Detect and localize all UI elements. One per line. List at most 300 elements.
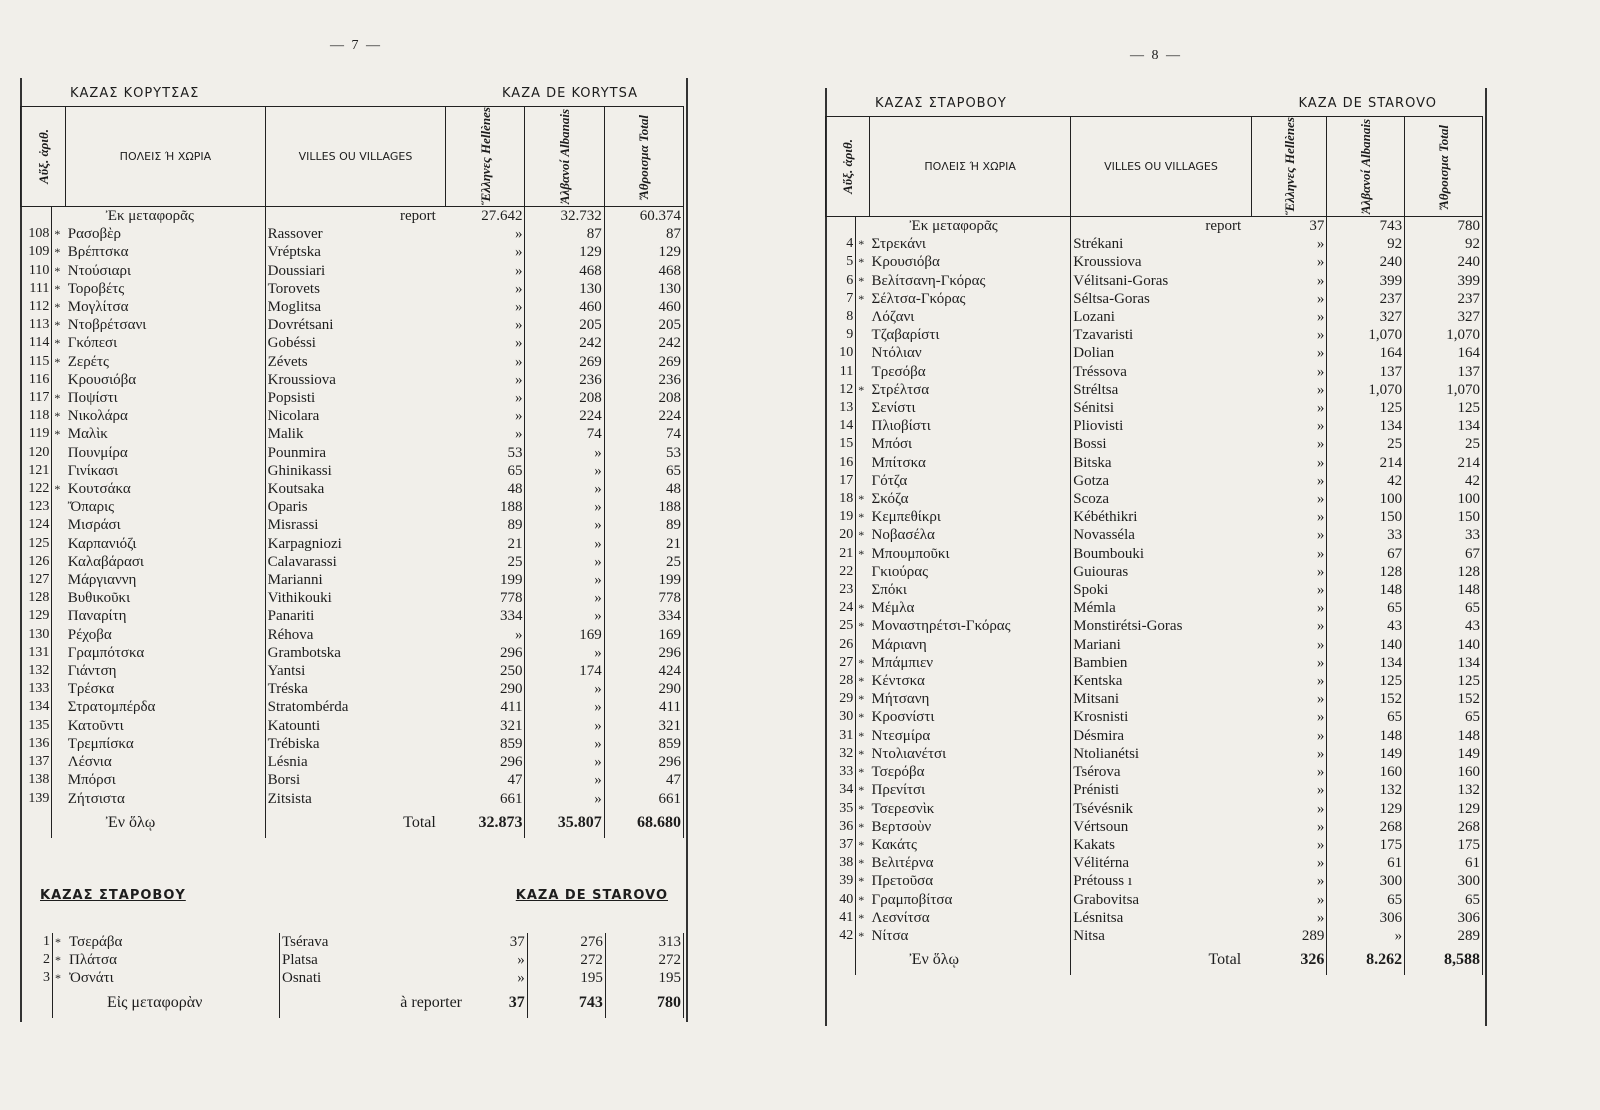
table-row bbox=[826, 800, 1483, 818]
row-marker-empty bbox=[53, 988, 68, 1018]
table-row bbox=[826, 435, 1483, 453]
value-hel: » bbox=[446, 316, 525, 334]
table-row bbox=[826, 454, 1483, 472]
value-tot: 92 bbox=[1405, 235, 1483, 253]
value-alb: » bbox=[525, 753, 604, 771]
french-place-name: Kakats bbox=[1071, 836, 1251, 854]
value-alb: 33 bbox=[1327, 526, 1405, 544]
table-row bbox=[21, 535, 684, 553]
value-tot: 33 bbox=[1405, 526, 1483, 544]
value-hel: » bbox=[1251, 490, 1327, 508]
value-hel: » bbox=[1251, 253, 1327, 271]
table-row bbox=[21, 280, 684, 298]
table-row bbox=[21, 298, 684, 316]
greek-place-name: Ζερέτς bbox=[67, 353, 109, 370]
value-alb: » bbox=[525, 698, 604, 716]
value-alb: » bbox=[525, 790, 604, 808]
greek-place-name: Κακάτς bbox=[871, 836, 917, 853]
greek-place-name: Ντόλιαν bbox=[871, 345, 922, 362]
right-table bbox=[825, 116, 1483, 975]
row-number-empty bbox=[21, 207, 52, 226]
row-marker: * bbox=[858, 837, 865, 852]
value-hel: 25 bbox=[446, 553, 525, 571]
total-row bbox=[21, 808, 684, 838]
value-tot: 296 bbox=[604, 753, 683, 771]
table-row bbox=[826, 526, 1483, 544]
value-alb: » bbox=[525, 680, 604, 698]
french-place-name: Spoki bbox=[1071, 581, 1251, 599]
column-header-number-text: Αὔξ. ἀριθ. bbox=[840, 139, 856, 194]
row-marker bbox=[52, 717, 66, 735]
row-number: 124 bbox=[21, 516, 52, 534]
value-alb: 236 bbox=[525, 371, 604, 389]
value-hel: » bbox=[1251, 235, 1327, 253]
value-hel: » bbox=[1251, 308, 1327, 326]
value-tot: 268 bbox=[1405, 818, 1483, 836]
table-row bbox=[21, 644, 684, 662]
value-alb: 100 bbox=[1327, 490, 1405, 508]
greek-place-name: Τσερόβα bbox=[871, 764, 925, 781]
row-marker: * bbox=[54, 354, 61, 369]
french-place-name: Monstirétsi-Goras bbox=[1071, 617, 1251, 635]
greek-place-name: Λέσνια bbox=[67, 754, 112, 771]
table-row bbox=[21, 790, 684, 808]
row-number: 23 bbox=[826, 581, 856, 599]
value-hel: » bbox=[1251, 472, 1327, 490]
value-alb: » bbox=[525, 498, 604, 516]
value-hel: » bbox=[1251, 617, 1327, 635]
french-place-name: Tzavaristi bbox=[1071, 326, 1251, 344]
table-row bbox=[21, 389, 684, 407]
table-row bbox=[21, 262, 684, 280]
row-number: 34 bbox=[826, 781, 856, 799]
table-row bbox=[21, 717, 684, 735]
row-number: 118 bbox=[21, 407, 52, 425]
row-number: 10 bbox=[826, 344, 856, 362]
value-hel: 296 bbox=[446, 644, 525, 662]
row-number: 42 bbox=[826, 927, 856, 945]
row-marker: * bbox=[858, 692, 865, 707]
french-place-name: Borsi bbox=[265, 771, 446, 789]
carry-row bbox=[826, 217, 1483, 236]
row-marker bbox=[856, 435, 870, 453]
greek-place-name: Βερτσοὺν bbox=[871, 818, 932, 835]
greek-place-name: Εἰς μεταφορὰν bbox=[107, 993, 203, 1011]
row-marker: * bbox=[54, 281, 61, 296]
value-alb: 150 bbox=[1327, 508, 1405, 526]
value-alb: 125 bbox=[1327, 672, 1405, 690]
row-number: 22 bbox=[826, 563, 856, 581]
table-row bbox=[826, 272, 1483, 290]
table-row bbox=[826, 745, 1483, 763]
row-number: 130 bbox=[21, 626, 52, 644]
greek-place-name: Κρουσιόβα bbox=[67, 371, 137, 388]
value-hel: » bbox=[1251, 745, 1327, 763]
right-title-bar bbox=[825, 96, 1487, 111]
value-alb: 214 bbox=[1327, 454, 1405, 472]
column-header-french-places: VILLES OU VILLAGES bbox=[265, 107, 446, 207]
value-alb: 272 bbox=[527, 951, 605, 969]
french-place-name: Total bbox=[1071, 945, 1251, 975]
greek-place-name: Μογλίτσα bbox=[67, 299, 129, 316]
value-tot: 8,588 bbox=[1405, 945, 1483, 975]
row-marker bbox=[52, 735, 66, 753]
row-marker: * bbox=[54, 263, 61, 278]
left-table bbox=[20, 106, 684, 838]
row-number: 127 bbox=[21, 571, 52, 589]
value-alb: 175 bbox=[1327, 836, 1405, 854]
column-header-alb bbox=[525, 107, 604, 207]
row-marker: * bbox=[858, 910, 865, 925]
greek-place-name: Βελίτσανη-Γκόρας bbox=[871, 272, 986, 289]
french-place-name: Ntolianétsi bbox=[1071, 745, 1251, 763]
row-number: 132 bbox=[21, 662, 52, 680]
greek-place-name: Καρπανιόζι bbox=[67, 535, 137, 552]
column-header-french-places: VILLES OU VILLAGES bbox=[1071, 117, 1251, 217]
french-place-name: Lésnia bbox=[265, 753, 446, 771]
row-number: 7 bbox=[826, 290, 856, 308]
value-alb: 208 bbox=[525, 389, 604, 407]
table-row bbox=[21, 243, 684, 261]
value-tot: 134 bbox=[1405, 417, 1483, 435]
french-place-name: Tréssova bbox=[1071, 363, 1251, 381]
value-tot: 129 bbox=[1405, 800, 1483, 818]
value-tot: 778 bbox=[604, 589, 683, 607]
row-marker bbox=[856, 563, 870, 581]
value-tot: 140 bbox=[1405, 636, 1483, 654]
table-row bbox=[21, 753, 684, 771]
french-place-name: Misrassi bbox=[265, 516, 446, 534]
row-number: 111 bbox=[21, 280, 52, 298]
column-header-alb-text: Ἀλβανοί Albanais bbox=[1358, 118, 1374, 215]
value-alb: » bbox=[525, 535, 604, 553]
table-row bbox=[826, 399, 1483, 417]
row-number: 108 bbox=[21, 225, 52, 243]
greek-place-name: Τρέσκα bbox=[67, 681, 115, 698]
table-row bbox=[826, 763, 1483, 781]
french-place-name: Tréska bbox=[265, 680, 446, 698]
column-header-tot bbox=[604, 107, 683, 207]
row-marker bbox=[52, 498, 66, 516]
value-hel: 37 bbox=[472, 988, 527, 1018]
row-marker bbox=[52, 771, 66, 789]
value-hel: » bbox=[1251, 272, 1327, 290]
row-marker-empty bbox=[52, 207, 66, 226]
value-tot: 242 bbox=[604, 334, 683, 352]
row-marker bbox=[52, 571, 66, 589]
row-marker: * bbox=[858, 674, 865, 689]
column-header-hel bbox=[1251, 117, 1327, 217]
greek-place-name: Τοροβέτς bbox=[67, 280, 125, 297]
column-header-hel-text: Ἕλληνες Hellènes bbox=[477, 107, 493, 206]
value-alb: 195 bbox=[527, 969, 605, 987]
french-place-name: Gobéssi bbox=[265, 334, 446, 352]
row-marker bbox=[856, 363, 870, 381]
row-number: 20 bbox=[826, 526, 856, 544]
row-marker-empty bbox=[856, 217, 870, 236]
value-alb: 92 bbox=[1327, 235, 1405, 253]
column-header-number bbox=[21, 107, 66, 207]
table-row bbox=[826, 363, 1483, 381]
value-alb: 125 bbox=[1327, 399, 1405, 417]
table-row bbox=[826, 581, 1483, 599]
value-hel: » bbox=[446, 243, 525, 261]
value-hel: 37 bbox=[472, 933, 527, 951]
row-number: 6 bbox=[826, 272, 856, 290]
value-alb: 65 bbox=[1327, 599, 1405, 617]
value-alb: » bbox=[525, 607, 604, 625]
value-alb: 164 bbox=[1327, 344, 1405, 362]
value-alb: » bbox=[525, 462, 604, 480]
french-place-name: Karpagniozi bbox=[265, 535, 446, 553]
table-row bbox=[21, 771, 684, 789]
table-row bbox=[21, 225, 684, 243]
value-alb: 67 bbox=[1327, 545, 1405, 563]
row-marker: * bbox=[54, 409, 61, 424]
value-alb: » bbox=[525, 644, 604, 662]
value-hel: 48 bbox=[446, 480, 525, 498]
value-tot: 236 bbox=[604, 371, 683, 389]
french-place-name: Kroussiova bbox=[1071, 253, 1251, 271]
greek-place-name: Ὄπαρις bbox=[67, 499, 115, 516]
value-alb: 137 bbox=[1327, 363, 1405, 381]
french-place-name: Nicolara bbox=[265, 407, 446, 425]
row-marker bbox=[52, 607, 66, 625]
row-marker: * bbox=[55, 953, 61, 968]
row-number: 3 bbox=[20, 969, 53, 987]
value-tot: 152 bbox=[1405, 690, 1483, 708]
french-place-name: Doussiari bbox=[265, 262, 446, 280]
french-place-name: Krosnisti bbox=[1071, 708, 1251, 726]
row-number: 133 bbox=[21, 680, 52, 698]
french-place-name: Bitska bbox=[1071, 454, 1251, 472]
value-tot: 100 bbox=[1405, 490, 1483, 508]
table-row bbox=[826, 927, 1483, 945]
table-row bbox=[20, 969, 684, 987]
row-number: 17 bbox=[826, 472, 856, 490]
value-tot: 468 bbox=[604, 262, 683, 280]
row-number: 122 bbox=[21, 480, 52, 498]
row-marker bbox=[52, 680, 66, 698]
value-hel: » bbox=[446, 371, 525, 389]
table-row bbox=[21, 571, 684, 589]
value-alb: 65 bbox=[1327, 708, 1405, 726]
value-tot: 188 bbox=[604, 498, 683, 516]
row-marker bbox=[52, 589, 66, 607]
greek-place-name: Τσερεσνὶκ bbox=[871, 800, 935, 817]
table-row bbox=[21, 371, 684, 389]
row-marker bbox=[52, 371, 66, 389]
french-place-name: Koutsaka bbox=[265, 480, 446, 498]
value-hel: 778 bbox=[446, 589, 525, 607]
value-hel: » bbox=[446, 225, 525, 243]
value-hel: » bbox=[1251, 872, 1327, 890]
value-hel: » bbox=[1251, 836, 1327, 854]
left-title-french: KAZA DE KORYTSA bbox=[502, 86, 638, 101]
value-alb: 276 bbox=[527, 933, 605, 951]
greek-place-name: Κέντσκα bbox=[871, 673, 925, 690]
value-hel: 334 bbox=[446, 607, 525, 625]
french-place-name: Yantsi bbox=[265, 662, 446, 680]
value-hel: 661 bbox=[446, 790, 525, 808]
french-place-name: Mitsani bbox=[1071, 690, 1251, 708]
row-number: 116 bbox=[21, 371, 52, 389]
value-alb: 8.262 bbox=[1327, 945, 1405, 975]
value-tot: 175 bbox=[1405, 836, 1483, 854]
greek-place-name: Κροσνίστι bbox=[871, 709, 935, 726]
french-place-name: Kroussiova bbox=[265, 371, 446, 389]
value-tot: 296 bbox=[604, 644, 683, 662]
row-number: 13 bbox=[826, 399, 856, 417]
row-marker: * bbox=[54, 300, 61, 315]
greek-place-name: Γιάντση bbox=[67, 663, 117, 680]
value-tot: 89 bbox=[604, 516, 683, 534]
french-place-name: Gotza bbox=[1071, 472, 1251, 490]
value-alb: 152 bbox=[1327, 690, 1405, 708]
carry-row bbox=[20, 988, 684, 1018]
greek-place-name: Βρέπτσκα bbox=[67, 244, 129, 261]
value-alb: 130 bbox=[525, 280, 604, 298]
value-hel: » bbox=[1251, 763, 1327, 781]
french-place-name: Scoza bbox=[1071, 490, 1251, 508]
table-row bbox=[21, 462, 684, 480]
french-place-name: Mémla bbox=[1071, 599, 1251, 617]
value-hel: » bbox=[1251, 909, 1327, 927]
french-place-name: Vélitérna bbox=[1071, 854, 1251, 872]
row-number: 126 bbox=[21, 553, 52, 571]
greek-place-name: Στρατομπέρδα bbox=[67, 699, 156, 716]
table-row bbox=[21, 698, 684, 716]
row-number: 33 bbox=[826, 763, 856, 781]
french-place-name: Prénisti bbox=[1071, 781, 1251, 799]
table-row bbox=[826, 563, 1483, 581]
value-hel: 859 bbox=[446, 735, 525, 753]
row-number: 39 bbox=[826, 872, 856, 890]
row-number: 35 bbox=[826, 800, 856, 818]
row-number: 137 bbox=[21, 753, 52, 771]
value-hel: » bbox=[1251, 417, 1327, 435]
value-alb: 134 bbox=[1327, 654, 1405, 672]
greek-place-name: Κρουσιόβα bbox=[871, 254, 940, 271]
column-header-greek-places: ΠΟΛΕΙΣ Ή ΧΩΡΙΑ bbox=[870, 117, 1071, 217]
french-place-name: Trébiska bbox=[265, 735, 446, 753]
row-number: 139 bbox=[21, 790, 52, 808]
value-alb: 148 bbox=[1327, 581, 1405, 599]
value-tot: 25 bbox=[1405, 435, 1483, 453]
french-place-name: report bbox=[265, 207, 446, 226]
table-row bbox=[21, 589, 684, 607]
row-marker: * bbox=[54, 227, 61, 242]
value-tot: 205 bbox=[604, 316, 683, 334]
value-tot: 424 bbox=[604, 662, 683, 680]
table-row bbox=[826, 290, 1483, 308]
value-tot: 208 bbox=[604, 389, 683, 407]
french-place-name: Total bbox=[265, 808, 446, 838]
value-hel: » bbox=[1251, 891, 1327, 909]
french-place-name: Bossi bbox=[1071, 435, 1251, 453]
table-row bbox=[826, 253, 1483, 271]
value-tot: 134 bbox=[1405, 654, 1483, 672]
value-hel: 32.873 bbox=[446, 808, 525, 838]
french-place-name: Tsérova bbox=[1071, 763, 1251, 781]
table-row bbox=[21, 316, 684, 334]
value-tot: 859 bbox=[604, 735, 683, 753]
value-alb: 224 bbox=[525, 407, 604, 425]
value-hel: » bbox=[1251, 344, 1327, 362]
row-marker bbox=[52, 626, 66, 644]
row-number-empty bbox=[826, 217, 856, 236]
greek-place-name: Κουτσάκα bbox=[67, 481, 131, 498]
value-tot: 224 bbox=[604, 407, 683, 425]
row-number: 30 bbox=[826, 708, 856, 726]
row-marker bbox=[52, 516, 66, 534]
table-row bbox=[826, 381, 1483, 399]
greek-place-name: Τρεσόβα bbox=[871, 363, 926, 380]
table-row bbox=[826, 672, 1483, 690]
french-place-name: Moglitsa bbox=[265, 298, 446, 316]
row-number: 31 bbox=[826, 727, 856, 745]
value-alb: 169 bbox=[525, 626, 604, 644]
table-row bbox=[826, 909, 1483, 927]
value-alb: 268 bbox=[1327, 818, 1405, 836]
row-marker: * bbox=[54, 245, 61, 260]
french-place-name: Marianni bbox=[265, 571, 446, 589]
value-hel: » bbox=[446, 626, 525, 644]
greek-place-name: Στρεκάνι bbox=[871, 236, 926, 253]
value-hel: 65 bbox=[446, 462, 525, 480]
value-hel: 250 bbox=[446, 662, 525, 680]
value-hel: » bbox=[1251, 563, 1327, 581]
value-hel: » bbox=[1251, 290, 1327, 308]
row-number: 114 bbox=[21, 334, 52, 352]
table-row bbox=[826, 690, 1483, 708]
value-alb: 65 bbox=[1327, 891, 1405, 909]
row-number: 37 bbox=[826, 836, 856, 854]
row-marker: * bbox=[858, 237, 865, 252]
value-alb: 468 bbox=[525, 262, 604, 280]
value-hel: 53 bbox=[446, 444, 525, 462]
table-row bbox=[826, 490, 1483, 508]
row-marker bbox=[52, 535, 66, 553]
value-tot: 313 bbox=[605, 933, 683, 951]
value-tot: 125 bbox=[1405, 672, 1483, 690]
row-marker bbox=[52, 553, 66, 571]
table-row bbox=[826, 818, 1483, 836]
value-hel: » bbox=[1251, 454, 1327, 472]
value-alb: 129 bbox=[1327, 800, 1405, 818]
row-marker: * bbox=[858, 382, 865, 397]
value-alb: 35.807 bbox=[525, 808, 604, 838]
table-row bbox=[826, 235, 1483, 253]
value-tot: 149 bbox=[1405, 745, 1483, 763]
value-alb: 300 bbox=[1327, 872, 1405, 890]
greek-place-name: Πουνμίρα bbox=[67, 444, 128, 461]
greek-place-name: Μάργιαννη bbox=[67, 572, 137, 589]
table-row bbox=[826, 854, 1483, 872]
table-row bbox=[21, 662, 684, 680]
value-hel: 290 bbox=[446, 680, 525, 698]
column-header-alb bbox=[1327, 117, 1405, 217]
value-alb: » bbox=[525, 735, 604, 753]
greek-place-name: Μπόσι bbox=[871, 436, 913, 453]
value-hel: » bbox=[1251, 581, 1327, 599]
greek-place-name: Σενίστι bbox=[871, 400, 916, 417]
table-row bbox=[826, 836, 1483, 854]
row-number: 134 bbox=[21, 698, 52, 716]
left-page-number: — 7 — bbox=[330, 38, 382, 53]
row-marker bbox=[856, 636, 870, 654]
value-hel: » bbox=[1251, 854, 1327, 872]
